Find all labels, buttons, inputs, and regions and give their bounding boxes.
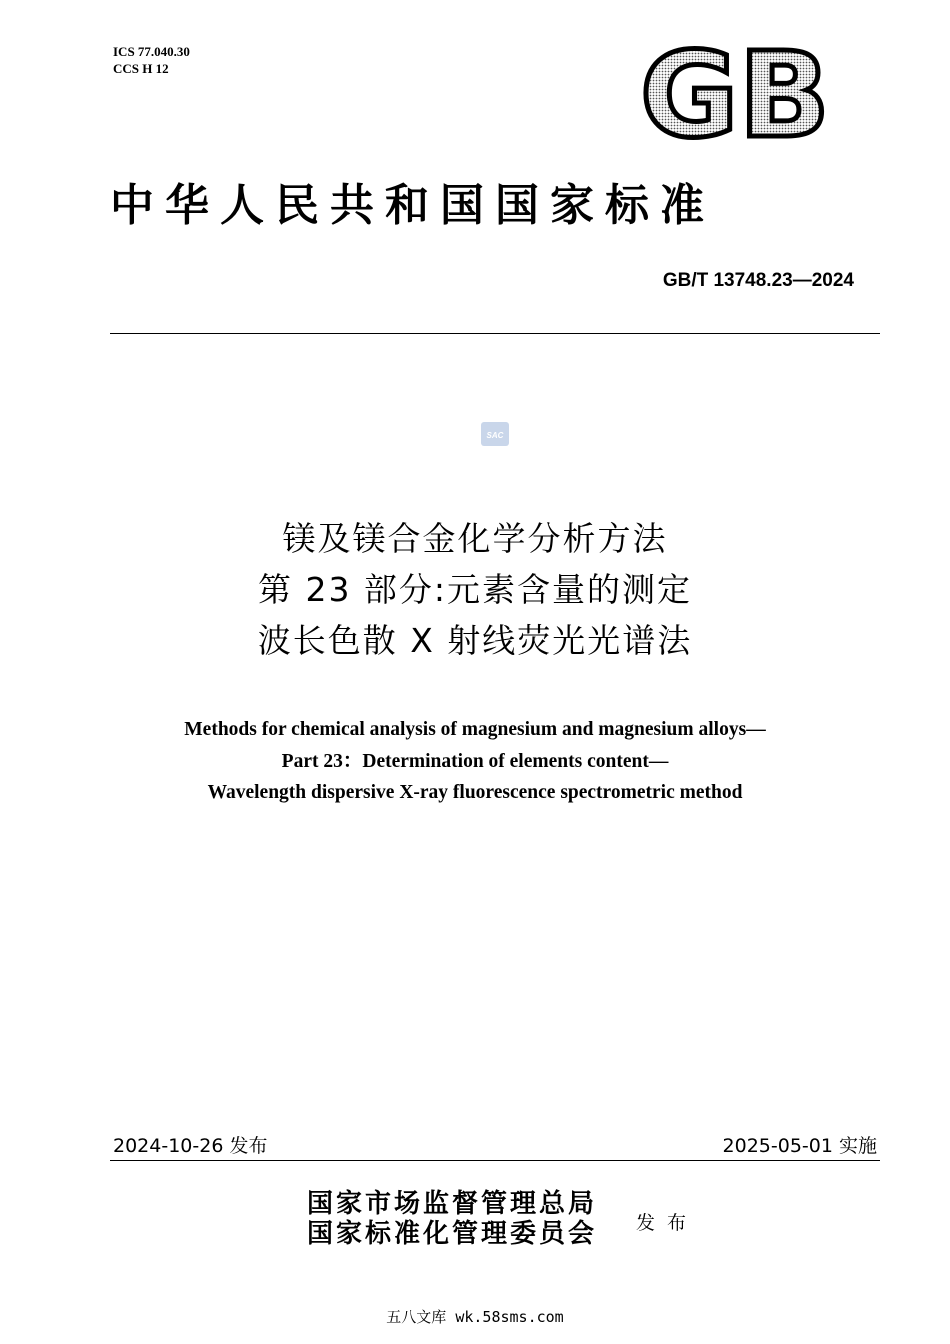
gb-logo-text: GB xyxy=(640,46,830,142)
top-divider xyxy=(110,333,880,334)
footer-site: 五八文库 wk.58sms.com xyxy=(386,1308,564,1326)
english-title-line1: Methods for chemical analysis of magnesium and magnesium alloys— xyxy=(184,719,766,740)
english-title-line2: Part 23：Determination of elements content— xyxy=(281,750,669,772)
ccs-code: CCS H 12 xyxy=(113,61,169,76)
gb-logo xyxy=(640,46,832,142)
issuer-sac: 国家标准化管理委员会 xyxy=(307,1219,598,1249)
standard-number: GB/T 13748.23—2024 xyxy=(662,270,854,291)
sac-watermark-text: SAC xyxy=(486,431,504,440)
implementation-date: 2025-05-01 实施 xyxy=(722,1135,877,1157)
chinese-title-line2: 第 23 部分:元素含量的测定 xyxy=(257,570,693,609)
classification-codes xyxy=(113,43,190,77)
chinese-title xyxy=(0,513,950,666)
chinese-title-line3: 波长色散 X 射线荧光光谱法 xyxy=(257,621,693,660)
chinese-title-line1: 镁及镁合金化学分析方法 xyxy=(282,519,668,558)
issuer-samr: 国家市场监督管理总局 xyxy=(307,1189,598,1219)
english-title xyxy=(0,714,950,809)
english-title-line3: Wavelength dispersive X-ray fluorescence spectrometric method xyxy=(207,782,743,803)
issue-label: 发布 xyxy=(636,1212,699,1234)
bottom-divider xyxy=(110,1160,880,1161)
issuing-organizations xyxy=(307,1189,597,1249)
issue-date: 2024-10-26 发布 xyxy=(113,1135,268,1157)
ics-code: ICS 77.040.30 xyxy=(113,44,190,59)
sac-watermark xyxy=(481,422,509,446)
standard-category: 中华人民共和国国家标准 xyxy=(110,180,715,231)
